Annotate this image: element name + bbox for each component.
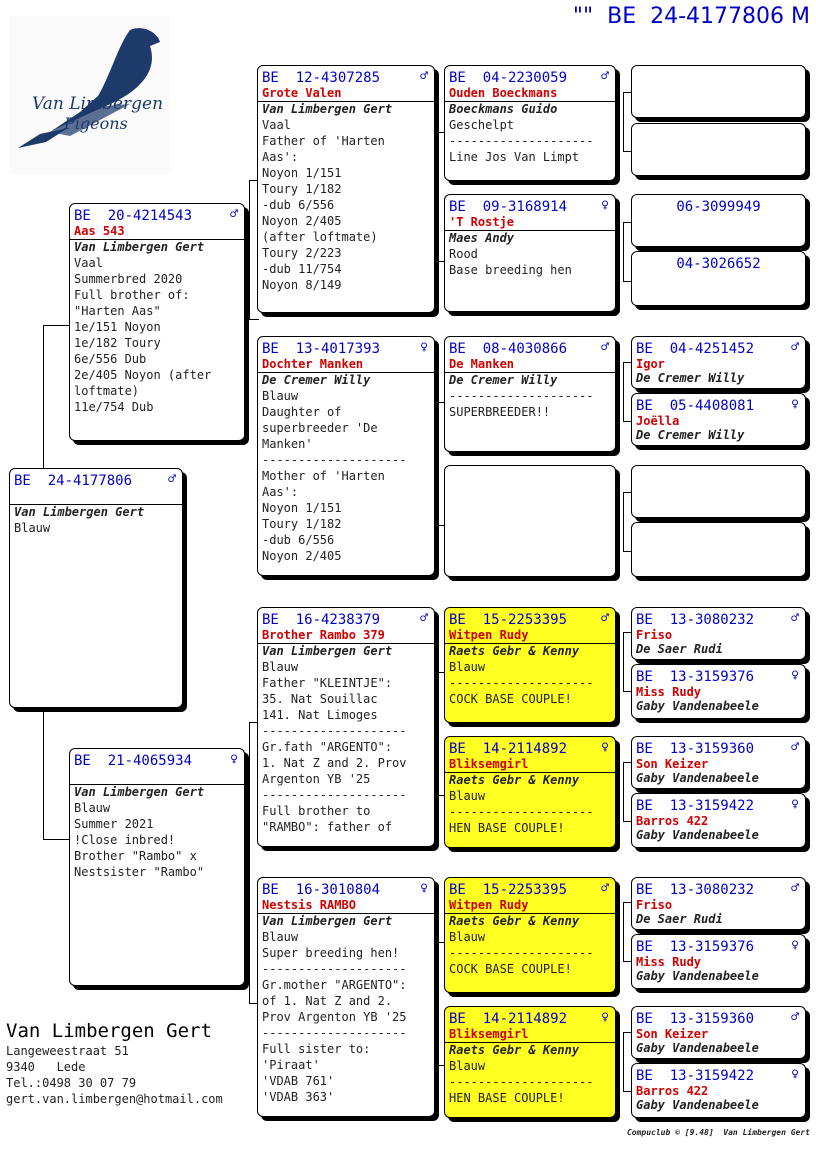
owner: Van Limbergen Gert — [74, 785, 205, 799]
owner: Maes Andy — [449, 231, 515, 245]
detail-line: Blauw — [14, 521, 51, 535]
pigeon-card-g5-b1[interactable] — [631, 877, 806, 930]
owner: Boeckmans Guido — [449, 102, 558, 116]
owner: Van Limbergen Gert — [262, 914, 393, 928]
female-icon: ♀ — [791, 668, 799, 683]
detail-line: "RAMBO": father of — [262, 820, 393, 834]
detail-line: SUPERBREEDER!! — [449, 405, 551, 419]
ring-number: BE 16-3010804 — [262, 882, 381, 898]
pigeon-card-g5-a4[interactable] — [631, 793, 806, 848]
pigeon-name: Grote Valen — [262, 86, 342, 100]
detail-line: -------------------- — [449, 1075, 594, 1089]
detail-line: -------------------- — [449, 946, 594, 960]
pigeon-card-dam[interactable] — [69, 748, 245, 986]
detail-line: Aas': — [262, 150, 299, 164]
pigeon-name: 'T Rostje — [449, 215, 515, 229]
pigeon-card-g5-b4[interactable] — [631, 1063, 806, 1118]
detail-line: HEN BASE COUPLE! — [449, 1091, 565, 1105]
logo-line-1: Van Limbergen — [32, 94, 164, 114]
detail-line: Toury 1/182 — [262, 517, 342, 531]
ring-number: BE 20-4214543 — [74, 208, 193, 224]
female-icon: ♀ — [230, 752, 238, 767]
detail-line: Base breeding hen — [449, 263, 572, 277]
ring-number: BE 13-3159422 — [636, 798, 755, 814]
female-icon: ♀ — [601, 740, 609, 755]
detail-line: -------------------- — [449, 389, 594, 403]
pigeon-card-sire-dam[interactable] — [257, 336, 435, 576]
owner: Gaby Vandenabeele — [636, 828, 759, 842]
detail-line: Geschelpt — [449, 118, 515, 132]
detail-line: Summer 2021 — [74, 817, 154, 831]
detail-line: 1e/151 Noyon — [74, 320, 161, 334]
male-icon: ♂ — [791, 1010, 799, 1025]
pigeon-card-dam-sire[interactable] — [257, 607, 435, 847]
detail-line: Blauw — [449, 1059, 486, 1073]
pigeon-name: Barros 422 — [636, 814, 709, 828]
detail-line: of 1. Nat Z and 2. — [262, 994, 393, 1008]
detail-line: -------------------- — [449, 676, 594, 690]
pigeon-card-g5-sdss[interactable] — [631, 336, 806, 389]
owner: De Cremer Willy — [636, 428, 745, 442]
owner: De Cremer Willy — [262, 373, 371, 387]
pigeon-name: Ouden Boeckmans — [449, 86, 558, 100]
male-icon: ♂ — [168, 472, 176, 487]
detail-line: Blauw — [449, 660, 486, 674]
ring-number: BE 13-3159422 — [636, 1068, 755, 1084]
detail-line: Daughter of — [262, 405, 342, 419]
detail-line: 1. Nat Z and 2. Prov — [262, 756, 407, 770]
male-icon: ♂ — [791, 611, 799, 626]
male-icon: ♂ — [420, 611, 428, 626]
pigeon-card-sss[interactable] — [444, 65, 616, 181]
logo-line-2: Pigeons — [64, 114, 128, 133]
pigeon-card-g5-a3[interactable] — [631, 736, 806, 789]
pigeon-name: Miss Rudy — [636, 685, 702, 699]
detail-line: -------------------- — [449, 805, 594, 819]
male-icon: ♂ — [420, 69, 428, 84]
detail-line: Vaal — [74, 256, 103, 270]
pigeon-card-g5-empty[interactable] — [631, 123, 806, 176]
pigeon-card-ddd[interactable] — [444, 1006, 616, 1118]
male-icon: ♂ — [791, 740, 799, 755]
pigeon-card-g5-empty[interactable] — [631, 65, 806, 118]
pigeon-name: Son Keizer — [636, 757, 709, 771]
male-icon: ♂ — [601, 69, 609, 84]
owner: Gaby Vandenabeele — [636, 1098, 759, 1112]
ring-number: 06-3099949 — [676, 199, 761, 215]
ring-number: BE 04-2230059 — [449, 70, 568, 86]
email-link[interactable]: gert.van.limbergen@hotmail.com — [6, 1092, 223, 1106]
detail-line: Aas': — [262, 485, 299, 499]
detail-line: Noyon 2/405 — [262, 549, 342, 563]
male-icon: ♂ — [791, 881, 799, 896]
detail-line: -------------------- — [262, 962, 407, 976]
pigeon-card-g5-sdsd[interactable] — [631, 393, 806, 446]
pigeon-card-sdd-empty[interactable] — [444, 465, 616, 577]
detail-line: 1e/182 Toury — [74, 336, 161, 350]
ring-number: BE 05-4408081 — [636, 398, 755, 414]
pigeon-name: Miss Rudy — [636, 955, 702, 969]
male-icon: ♂ — [601, 611, 609, 626]
pigeon-card-sire-sire[interactable] — [257, 65, 435, 313]
detail-line: Full sister to: — [262, 1042, 371, 1056]
detail-line: -dub 11/754 — [262, 262, 342, 276]
pigeon-card-sds[interactable] — [444, 336, 616, 452]
detail-line: Father "KLEINTJE": — [262, 676, 393, 690]
pigeon-name: Dochter Manken — [262, 357, 364, 371]
ring-number: BE 13-3080232 — [636, 882, 755, 898]
detail-line: Full brother of: — [74, 288, 190, 302]
ring-number: BE 13-3159360 — [636, 741, 755, 757]
pigeon-name: Brother Rambo 379 — [262, 628, 385, 642]
pigeon-card-dss[interactable] — [444, 607, 616, 723]
owner: Raets Gebr & Kenny — [449, 914, 580, 928]
female-icon: ♀ — [791, 397, 799, 412]
pigeon-name: De Manken — [449, 357, 515, 371]
detail-line: Toury 2/223 — [262, 246, 342, 260]
pigeon-card-g5-b2[interactable] — [631, 934, 806, 989]
detail-line: Noyon 2/405 — [262, 214, 342, 228]
owner: Gaby Vandenabeele — [636, 969, 759, 983]
pigeon-card-g5-a2[interactable] — [631, 664, 806, 719]
detail-line: Mother of 'Harten — [262, 469, 385, 483]
male-icon: ♂ — [601, 340, 609, 355]
detail-line: Line Jos Van Limpt — [449, 150, 580, 164]
phone: Tel.:0498 30 07 79 — [6, 1076, 137, 1090]
detail-line: Blauw — [449, 930, 486, 944]
pigeon-name: Friso — [636, 898, 673, 912]
detail-line: Summerbred 2020 — [74, 272, 183, 286]
male-icon: ♂ — [230, 207, 238, 222]
pigeon-card-ssd[interactable] — [444, 194, 616, 312]
ring-number: BE 12-4307285 — [262, 70, 381, 86]
credit: Compuclub © [9.48] Van Limbergen Gert — [626, 1128, 810, 1137]
owner-name: Van Limbergen Gert — [6, 1020, 212, 1042]
detail-line: 11e/754 Dub — [74, 400, 154, 414]
detail-line: Blauw — [262, 389, 299, 403]
female-icon: ♀ — [791, 797, 799, 812]
detail-line: Blauw — [262, 660, 299, 674]
detail-line: 35. Nat Souillac — [262, 692, 378, 706]
ring-number: BE 15-2253395 — [449, 612, 568, 628]
detail-line: Blauw — [262, 930, 299, 944]
pigeon-name: Son Keizer — [636, 1027, 709, 1041]
detail-line: -------------------- — [262, 1026, 407, 1040]
detail-line: Argenton YB '25 — [262, 772, 371, 786]
detail-line: Vaal — [262, 118, 291, 132]
ring-number: BE 13-3159376 — [636, 939, 755, 955]
pigeon-card-g5-ssdd[interactable] — [631, 251, 806, 306]
detail-line: loftmate) — [74, 384, 140, 398]
detail-line: Gr.fath "ARGENTO": — [262, 740, 393, 754]
owner: De Cremer Willy — [636, 371, 745, 385]
ring-number: 04-3026652 — [676, 256, 761, 272]
pigeon-card-g5-empty[interactable] — [631, 465, 806, 518]
male-icon: ♂ — [791, 340, 799, 355]
pigeon-name: Witpen Rudy — [449, 898, 529, 912]
ring-number: BE 13-4017393 — [262, 341, 381, 357]
owner: Gaby Vandenabeele — [636, 1041, 759, 1055]
owner: Gaby Vandenabeele — [636, 771, 759, 785]
owner: De Saer Rudi — [636, 912, 723, 926]
detail-line: -------------------- — [449, 134, 594, 148]
detail-line: 'Piraat' — [262, 1058, 320, 1072]
female-icon: ♀ — [601, 1010, 609, 1025]
detail-line: COCK BASE COUPLE! — [449, 692, 572, 706]
ring-number: BE 15-2253395 — [449, 882, 568, 898]
detail-line: Super breeding hen! — [262, 946, 400, 960]
detail-line: -dub 6/556 — [262, 533, 335, 547]
detail-line: Father of 'Harten — [262, 134, 385, 148]
detail-line: -dub 6/556 — [262, 198, 335, 212]
female-icon: ♀ — [791, 1067, 799, 1082]
owner: Raets Gebr & Kenny — [449, 644, 580, 658]
detail-line: (after loftmate) — [262, 230, 378, 244]
ring-number: BE 13-3159360 — [636, 1011, 755, 1027]
detail-line: -------------------- — [262, 453, 407, 467]
detail-line: Brother "Rambo" x — [74, 849, 197, 863]
ring-number: BE 14-2114892 — [449, 741, 568, 757]
ring-number: BE 13-3159376 — [636, 669, 755, 685]
female-icon: ♀ — [791, 938, 799, 953]
owner: Van Limbergen Gert — [74, 240, 205, 254]
detail-line: Nestsister "Rambo" — [74, 865, 205, 879]
detail-line: HEN BASE COUPLE! — [449, 821, 565, 835]
owner: Van Limbergen Gert — [14, 505, 145, 519]
owner: Van Limbergen Gert — [262, 102, 393, 116]
ring-number: BE 21-4065934 — [74, 753, 193, 769]
pigeon-card-sire[interactable] — [69, 203, 245, 441]
pigeon-card-g5-empty[interactable] — [631, 522, 806, 577]
address-city: 9340 Lede — [6, 1060, 86, 1074]
pigeon-card-dsd[interactable] — [444, 736, 616, 848]
detail-line: Blauw — [449, 789, 486, 803]
female-icon: ♀ — [601, 198, 609, 213]
female-icon: ♀ — [420, 340, 428, 355]
detail-line: superbreeder 'De — [262, 421, 378, 435]
detail-line: Full brother to — [262, 804, 371, 818]
owner: De Cremer Willy — [449, 373, 558, 387]
detail-line: Noyon 8/149 — [262, 278, 342, 292]
pigeon-card-dds[interactable] — [444, 877, 616, 993]
ring-number: BE 16-4238379 — [262, 612, 381, 628]
pigeon-name: Friso — [636, 628, 673, 642]
pigeon-name: Bliksemgirl — [449, 1027, 529, 1041]
detail-line: "Harten Aas" — [74, 304, 161, 318]
pigeon-card-g5-ssds[interactable] — [631, 194, 806, 247]
detail-line: Noyon 1/151 — [262, 501, 342, 515]
pigeon-name: Nestsis RAMBO — [262, 898, 356, 912]
ring-number: BE 24-4177806 — [14, 473, 133, 489]
detail-line: Rood — [449, 247, 478, 261]
pigeon-card-g5-b3[interactable] — [631, 1006, 806, 1059]
ring-number: BE 13-3080232 — [636, 612, 755, 628]
detail-line: 'VDAB 363' — [262, 1090, 335, 1104]
pigeon-card-main[interactable] — [9, 468, 183, 708]
detail-line: Manken' — [262, 437, 313, 451]
pigeon-name: Barros 422 — [636, 1084, 709, 1098]
detail-line: !Close inbred! — [74, 833, 176, 847]
pigeon-name: Bliksemgirl — [449, 757, 529, 771]
owner: De Saer Rudi — [636, 642, 723, 656]
logo — [10, 16, 170, 174]
pigeon-name: Joëlla — [636, 414, 680, 428]
male-icon: ♂ — [601, 881, 609, 896]
detail-line: 6e/556 Dub — [74, 352, 147, 366]
detail-line: 'VDAB 761' — [262, 1074, 335, 1088]
ring-number: BE 08-4030866 — [449, 341, 568, 357]
detail-line: Toury 1/182 — [262, 182, 342, 196]
pigeon-name: Witpen Rudy — [449, 628, 529, 642]
detail-line: Noyon 1/151 — [262, 166, 342, 180]
pigeon-name: Aas 543 — [74, 224, 125, 238]
detail-line: COCK BASE COUPLE! — [449, 962, 572, 976]
detail-line: -------------------- — [262, 724, 407, 738]
ring-number: BE 14-2114892 — [449, 1011, 568, 1027]
address-street: Langeweestraat 51 — [6, 1044, 129, 1058]
owner: Raets Gebr & Kenny — [449, 1043, 580, 1057]
owner: Raets Gebr & Kenny — [449, 773, 580, 787]
detail-line: Prov Argenton YB '25 — [262, 1010, 407, 1024]
pigeon-card-g5-a1[interactable] — [631, 607, 806, 660]
ring-number: BE 04-4251452 — [636, 341, 755, 357]
detail-line: 2e/405 Noyon (after — [74, 368, 212, 382]
pedigree-title: "" BE 24-4177806 M — [572, 4, 810, 29]
owner: Gaby Vandenabeele — [636, 699, 759, 713]
detail-line: 141. Nat Limoges — [262, 708, 378, 722]
pigeon-name: Igor — [636, 357, 665, 371]
detail-line: Gr.mother "ARGENTO": — [262, 978, 407, 992]
detail-line: Blauw — [74, 801, 111, 815]
ring-number: BE 09-3168914 — [449, 199, 568, 215]
female-icon: ♀ — [420, 881, 428, 896]
detail-line: -------------------- — [262, 788, 407, 802]
pigeon-card-dam-dam[interactable] — [257, 877, 435, 1117]
owner: Van Limbergen Gert — [262, 644, 393, 658]
